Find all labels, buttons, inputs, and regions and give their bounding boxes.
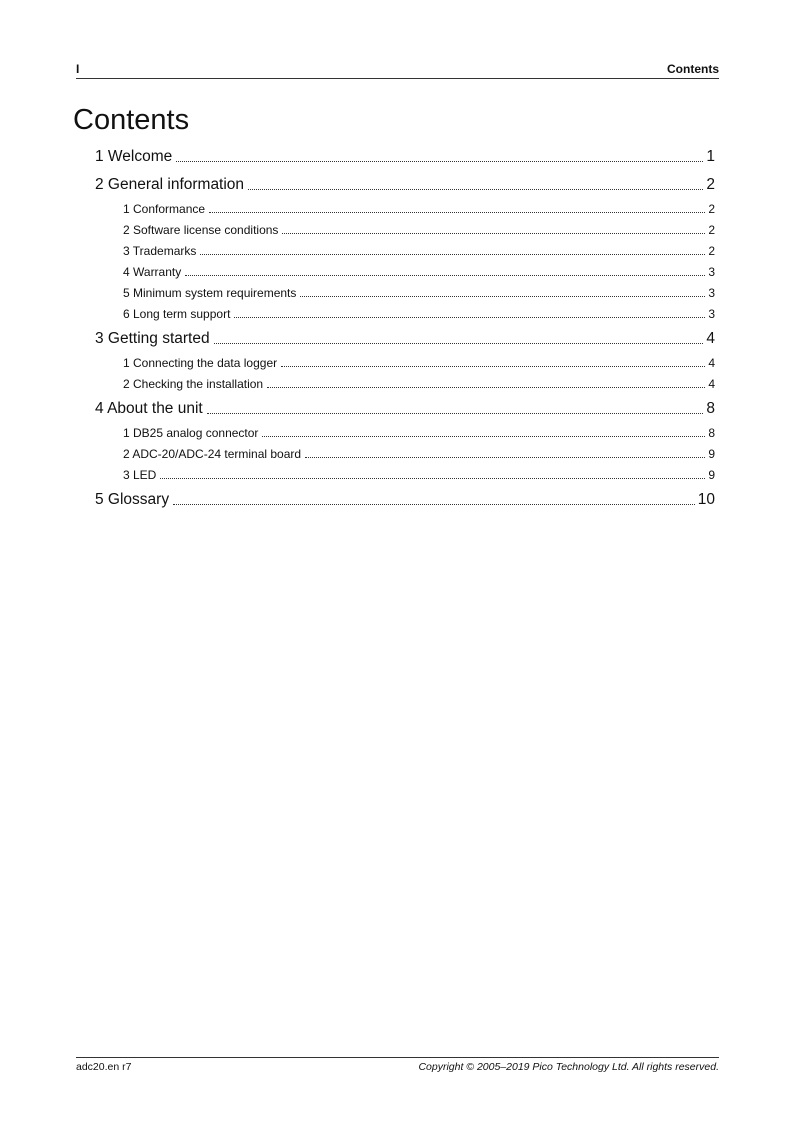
toc-entry-label: 2 Software license conditions <box>123 223 279 237</box>
toc-entry-label: 4 Warranty <box>123 265 182 279</box>
toc-entry-label: 2 General information <box>95 176 245 193</box>
toc-entry-label: 2 Checking the installation <box>123 377 264 391</box>
toc-dot-leader <box>248 188 703 190</box>
toc-entry-page: 8 <box>706 400 715 417</box>
page-footer <box>76 1057 719 1076</box>
toc-entry-about-the-unit[interactable] <box>95 398 715 418</box>
toc-entry-label: 3 Trademarks <box>123 244 197 258</box>
toc-entry-welcome[interactable] <box>95 146 715 166</box>
toc-entry-page: 4 <box>708 377 715 391</box>
toc-entry-page: 1 <box>706 148 715 165</box>
toc-entry-label: 3 Getting started <box>95 330 210 347</box>
page-header <box>76 62 719 79</box>
toc-dot-leader <box>173 503 695 505</box>
toc-entry-label: 1 Welcome <box>95 148 173 165</box>
toc-entry-label: 2 ADC-20/ADC-24 terminal board <box>123 447 302 461</box>
toc-entry-label: 5 Minimum system requirements <box>123 286 297 300</box>
header-page-number: I <box>76 62 80 76</box>
toc-entry-label: 5 Glossary <box>95 491 170 508</box>
toc-entry-page: 8 <box>708 426 715 440</box>
toc-entry-page: 9 <box>708 468 715 482</box>
toc-dot-leader <box>305 456 705 458</box>
toc-entry-page: 9 <box>708 447 715 461</box>
toc-entry-connecting-data-logger[interactable] <box>123 354 715 370</box>
toc-entry-warranty[interactable] <box>123 263 715 279</box>
toc-entry-page: 3 <box>708 265 715 279</box>
page-title: Contents <box>73 104 190 136</box>
toc-entry-page: 2 <box>708 223 715 237</box>
toc-entry-page: 2 <box>708 202 715 216</box>
toc-dot-leader <box>214 342 704 344</box>
toc-entry-page: 2 <box>706 176 715 193</box>
toc-entry-general-information[interactable] <box>95 174 715 194</box>
header-section-title: Contents <box>667 62 719 76</box>
toc-dot-leader <box>281 365 705 367</box>
toc-entry-page: 4 <box>708 356 715 370</box>
toc-dot-leader <box>234 316 705 318</box>
toc-dot-leader <box>207 412 704 414</box>
toc-entry-label: 1 Conformance <box>123 202 206 216</box>
toc-dot-leader <box>262 435 705 437</box>
toc-entry-conformance[interactable] <box>123 200 715 216</box>
toc-dot-leader <box>209 211 705 213</box>
toc-entry-page: 10 <box>697 491 715 508</box>
toc-dot-leader <box>282 232 705 234</box>
toc-entry-page: 4 <box>706 330 715 347</box>
footer-copyright: Copyright © 2005–2019 Pico Technology Ltd. All rights reserved. <box>418 1061 719 1073</box>
toc-dot-leader <box>160 477 705 479</box>
toc-dot-leader <box>176 160 703 162</box>
toc-entry-db25-analog-connector[interactable] <box>123 424 715 440</box>
toc-entry-label: 1 Connecting the data logger <box>123 356 278 370</box>
toc-entry-software-license[interactable] <box>123 221 715 237</box>
toc-entry-label: 3 LED <box>123 468 157 482</box>
toc-entry-label: 4 About the unit <box>95 400 203 417</box>
footer-document-id: adc20.en r7 <box>76 1061 132 1073</box>
toc-entry-led[interactable] <box>123 466 715 482</box>
toc-entry-long-term-support[interactable] <box>123 305 715 321</box>
toc-entry-checking-installation[interactable] <box>123 375 715 391</box>
toc-entry-page: 3 <box>708 286 715 300</box>
toc-dot-leader <box>267 386 705 388</box>
toc-entry-page: 3 <box>708 307 715 321</box>
toc-entry-glossary[interactable] <box>95 489 715 509</box>
toc-entry-getting-started[interactable] <box>95 328 715 348</box>
toc-entry-label: 1 DB25 analog connector <box>123 426 259 440</box>
toc-entry-terminal-board[interactable] <box>123 445 715 461</box>
toc-entry-minimum-system-requirements[interactable] <box>123 284 715 300</box>
toc-dot-leader <box>185 274 705 276</box>
toc-entry-trademarks[interactable] <box>123 242 715 258</box>
toc-dot-leader <box>200 253 705 255</box>
toc-dot-leader <box>300 295 705 297</box>
toc-entry-page: 2 <box>708 244 715 258</box>
toc-entry-label: 6 Long term support <box>123 307 231 321</box>
